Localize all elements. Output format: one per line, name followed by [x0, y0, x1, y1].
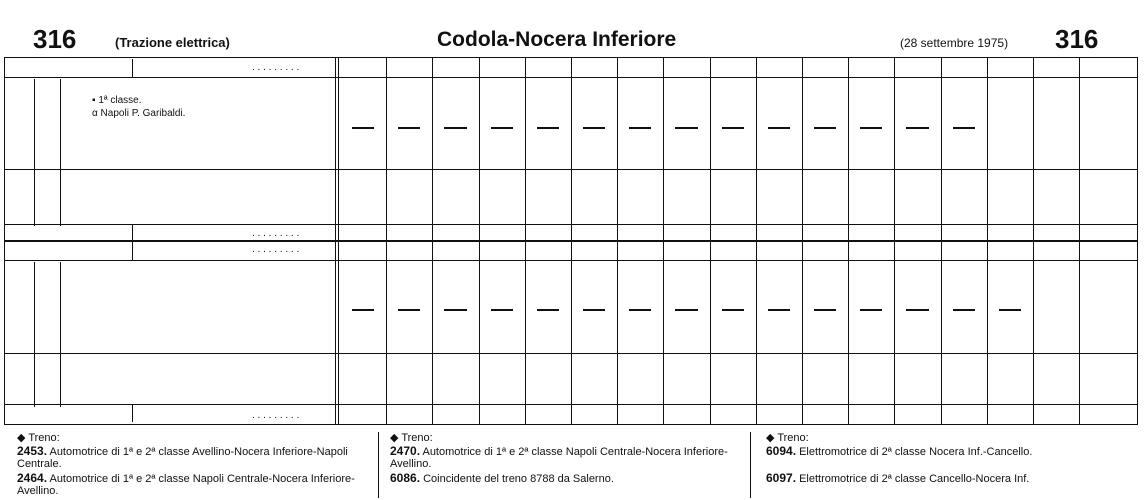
train-rail-icon — [398, 309, 420, 311]
footnote-key: 6094. — [766, 444, 797, 458]
footnote-separator — [750, 432, 751, 498]
row-rule — [4, 77, 1138, 78]
train-rail-icon — [675, 127, 697, 129]
train-rail-icon — [814, 309, 836, 311]
row-rule — [4, 260, 1138, 261]
row-rule — [4, 404, 1138, 405]
train-rail-icon — [444, 127, 466, 129]
train-rail-icon — [906, 127, 928, 129]
train-rail-icon — [537, 309, 559, 311]
page-title: Codola-Nocera Inferiore — [437, 28, 677, 51]
footnote-separator — [378, 432, 379, 498]
train-rail-icon — [629, 127, 651, 129]
train-rail-icon — [629, 309, 651, 311]
conn-left-rule — [132, 404, 133, 422]
train-rail-icon — [860, 127, 882, 129]
train-rail-icon — [583, 127, 605, 129]
footnote-item — [17, 472, 367, 497]
timetable-header — [0, 20, 1145, 60]
row-rule — [4, 353, 1138, 354]
alt-column-rule — [34, 79, 35, 226]
footnote-text: Automotrice di 1ª e 2ª classe Avellino-Nocera Inferiore-Napoli Centrale. — [17, 446, 348, 470]
train-rail-icon — [583, 309, 605, 311]
conn-left-rule — [132, 224, 133, 260]
connection-leader: . . . . . . . . . — [252, 244, 300, 255]
train-rail-icon — [814, 127, 836, 129]
footnote-text: Elettromotrice di 2ª classe Nocera Inf.-Cancello. — [796, 446, 1033, 458]
footnote-heading: ◆ Treno: — [766, 432, 809, 444]
footnote-item — [766, 445, 1131, 458]
footnote-key: 2464. — [17, 471, 48, 485]
footnote-heading: ◆ Treno: — [17, 432, 60, 444]
train-rail-icon — [352, 309, 374, 311]
legend-napoli: α Napoli P. Garibaldi. — [92, 108, 186, 119]
alt-column-rule — [34, 262, 35, 407]
train-rail-icon — [722, 127, 744, 129]
train-rail-icon — [398, 127, 420, 129]
footnote-item — [390, 445, 740, 470]
footnote-key: 6097. — [766, 471, 797, 485]
train-rail-icon — [999, 309, 1021, 311]
table-number-left: 316 — [33, 24, 77, 54]
row-rule — [4, 224, 1138, 225]
footnote-key: 2453. — [17, 444, 48, 458]
train-rail-icon — [352, 127, 374, 129]
train-rail-icon — [491, 127, 513, 129]
conn-left-rule — [132, 59, 133, 77]
train-rail-icon — [444, 309, 466, 311]
connection-leader: . . . . . . . . . — [252, 410, 300, 421]
train-rail-icon — [537, 127, 559, 129]
footnote-text: Elettromotrice di 2ª classe Cancello-Nocera Inf. — [796, 473, 1030, 485]
connection-leader: . . . . . . . . . — [252, 228, 300, 239]
train-rail-icon — [953, 127, 975, 129]
train-rail-icon — [768, 309, 790, 311]
validity-date: (28 settembre 1975) — [900, 36, 1009, 50]
km-column-rule — [60, 79, 61, 226]
footnote-key: 2470. — [390, 444, 421, 458]
train-rail-icon — [675, 309, 697, 311]
train-rail-icon — [860, 309, 882, 311]
section-divider — [4, 240, 1138, 242]
train-rail-icon — [722, 309, 744, 311]
km-column-rule — [60, 262, 61, 407]
footnote-item — [17, 445, 367, 470]
footnote-text: Coincidente del treno 8788 da Salerno. — [420, 473, 614, 485]
footnote-heading: ◆ Treno: — [390, 432, 433, 444]
footnote-text: Automotrice di 1ª e 2ª classe Napoli Centrale-Nocera Inferiore-Avellino. — [390, 446, 728, 470]
footnotes — [0, 428, 1145, 500]
footnote-item — [766, 472, 1131, 485]
legend-first-class: ▪ 1ª classe. — [92, 95, 142, 106]
table-number-right: 316 — [1055, 24, 1099, 54]
train-rail-icon — [768, 127, 790, 129]
train-rail-icon — [906, 309, 928, 311]
connection-leader: . . . . . . . . . — [252, 62, 300, 73]
footnote-text: Automotrice di 1ª e 2ª classe Napoli Centrale-Nocera Inferiore-Avellino. — [17, 473, 355, 497]
traction-note: (Trazione elettrica) — [115, 35, 230, 50]
footnote-item — [390, 472, 740, 485]
train-rail-icon — [491, 309, 513, 311]
train-rail-icon — [953, 309, 975, 311]
footnote-key: 6086. — [390, 471, 421, 485]
row-rule — [4, 169, 1138, 170]
